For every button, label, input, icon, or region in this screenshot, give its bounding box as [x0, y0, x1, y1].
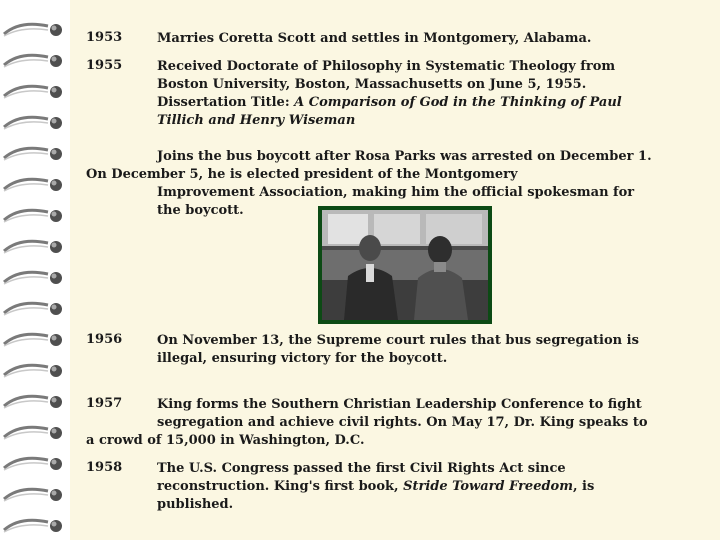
spiral-ring [0, 359, 70, 385]
spiral-ring [0, 204, 70, 230]
spiral-ring [0, 514, 70, 540]
entry-1958-line-1: The U.S. Congress passed the first Civil Rights Act since [157, 461, 566, 476]
spiral-ring [0, 421, 70, 447]
dissertation-title-1: A Comparison of God in the Thinking of Paul [294, 95, 622, 110]
bus-photo [318, 206, 492, 324]
spiral-ring [0, 142, 70, 168]
entry-1958-line-2 [157, 478, 594, 496]
spiral-ring [0, 173, 70, 199]
entry-1955-line-1: Received Doctorate of Philosophy in Systematic Theology from [157, 59, 616, 74]
spiral-ring [0, 80, 70, 106]
entry-1957-line-3: a crowd of 15,000 in Washington, D.C. [86, 433, 365, 448]
boycott-line-2: On December 5, he is elected president of the Montgomery [86, 167, 518, 182]
entry-1958-line-2-text: reconstruction. King's first book, [157, 479, 399, 494]
spiral-ring [0, 452, 70, 478]
spiral-ring [0, 111, 70, 137]
year-1956: 1956 [86, 332, 123, 347]
spiral-ring [0, 483, 70, 509]
year-1957: 1957 [86, 396, 123, 411]
bus-photo-image [322, 210, 488, 320]
boycott-line-3: Improvement Association, making him the official spokesman for [157, 185, 635, 200]
spiral-ring [0, 390, 70, 416]
spiral-ring [0, 235, 70, 261]
entry-1953-text: Marries Coretta Scott and settles in Montgomery, Alabama. [157, 31, 592, 46]
boycott-line-1: Joins the bus boycott after Rosa Parks was arrested on December 1. [157, 149, 652, 164]
entry-1956-line-1: On November 13, the Supreme court rules that bus segregation is [157, 333, 639, 348]
spiral-ring [0, 328, 70, 354]
boycott-line-4: the boycott. [157, 203, 244, 218]
spiral-ring [0, 49, 70, 75]
spiral-ring [0, 266, 70, 292]
book-suffix: , is [573, 479, 595, 494]
entry-1957-line-1: King forms the Southern Christian Leadership Conference to fight [157, 397, 642, 412]
entry-1956-line-2: illegal, ensuring victory for the boycott. [157, 351, 448, 366]
book-title: Stride Toward Freedom [403, 479, 573, 494]
entry-1955-dissertation [157, 94, 622, 112]
year-1958: 1958 [86, 460, 123, 475]
year-1953: 1953 [86, 30, 123, 45]
entry-1958-line-3: published. [157, 497, 234, 512]
spiral-binding [0, 0, 70, 540]
spiral-ring [0, 297, 70, 323]
dissertation-title-2: Tillich and Henry Wiseman [157, 113, 356, 128]
year-1955: 1955 [86, 58, 123, 73]
dissertation-label: Dissertation Title: [157, 95, 290, 110]
entry-1957-line-2: segregation and achieve civil rights. On May 17, Dr. King speaks to [157, 415, 648, 430]
spiral-ring [0, 18, 70, 44]
entry-1955-line-2: Boston University, Boston, Massachusetts on June 5, 1955. [157, 77, 587, 92]
